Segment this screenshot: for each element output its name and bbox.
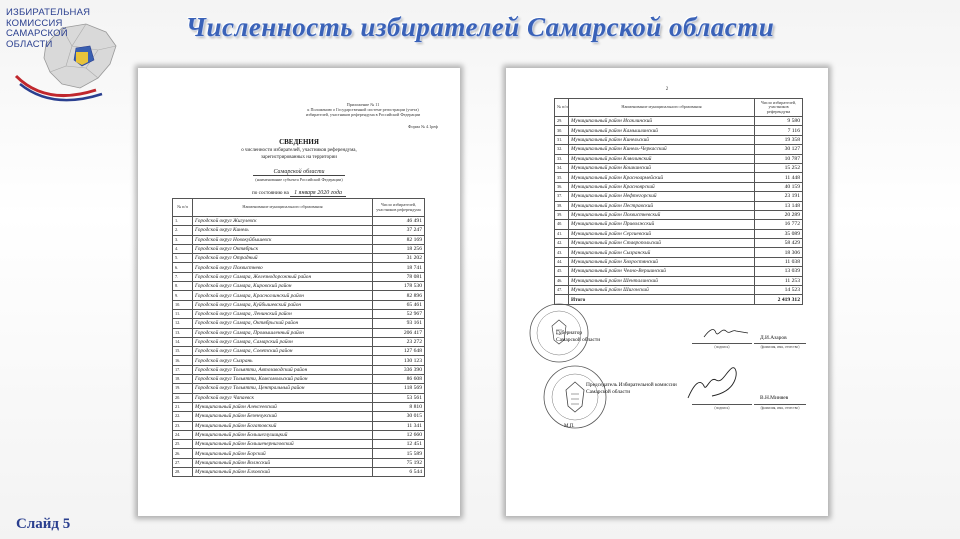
municipality-name-cell: Городской округ Отрадный bbox=[193, 254, 373, 263]
municipality-name-cell: Городской округ Тольятти, Автозаводский район bbox=[193, 365, 373, 374]
row-number-cell: 8. bbox=[173, 282, 193, 291]
as-of-prefix: по состоянию на bbox=[251, 190, 289, 196]
row-number-cell: 41. bbox=[555, 229, 569, 238]
voter-count-cell: 20 289 bbox=[755, 210, 803, 219]
voter-count-cell: 8 810 bbox=[373, 402, 425, 411]
table-row bbox=[555, 267, 803, 276]
voter-count-cell: 336 390 bbox=[373, 365, 425, 374]
municipality-name-cell: Муниципальный район Борский bbox=[193, 449, 373, 458]
municipality-name-cell: Муниципальный район Ставропольский bbox=[569, 239, 755, 248]
municipality-name-cell: Муниципальный район Шигонский bbox=[569, 286, 755, 295]
appendix-line: избирателей, участников референдума в Российской Федерации bbox=[305, 112, 421, 117]
municipality-name-cell: Муниципальный район Волжский bbox=[193, 458, 373, 467]
voter-count-cell: 11 038 bbox=[755, 257, 803, 266]
row-number-cell: 19. bbox=[173, 384, 193, 393]
municipality-name-cell: Городской округ Новокуйбышевск bbox=[193, 235, 373, 244]
table-row bbox=[173, 337, 425, 346]
row-number-cell: 35. bbox=[555, 173, 569, 182]
table-row bbox=[173, 356, 425, 365]
voter-count-cell: 93 161 bbox=[373, 319, 425, 328]
table-row bbox=[173, 217, 425, 226]
row-number-cell: 16. bbox=[173, 356, 193, 365]
total-value: 2 419 312 bbox=[755, 295, 803, 304]
column-header-voters: Число избирателей, участников референдума bbox=[373, 199, 425, 217]
table-row bbox=[555, 173, 803, 182]
signatory-1-org-line: Губернатор bbox=[556, 330, 583, 336]
document-subheading: зарегистрированных на территории bbox=[261, 155, 337, 160]
row-number-cell: 4. bbox=[173, 244, 193, 253]
voters-table-part-2 bbox=[554, 98, 803, 305]
voter-count-cell: 11 253 bbox=[755, 276, 803, 285]
voter-count-cell: 130 123 bbox=[373, 356, 425, 365]
voter-count-cell: 37 247 bbox=[373, 226, 425, 235]
table-row bbox=[173, 365, 425, 374]
municipality-name-cell: Муниципальный район Челно-Вершинский bbox=[569, 267, 755, 276]
table-row bbox=[173, 458, 425, 467]
municipality-name-cell: Городской округ Самара, Самарский район bbox=[193, 337, 373, 346]
logo-line: ОБЛАСТИ bbox=[6, 38, 53, 50]
row-number-cell: 46. bbox=[555, 276, 569, 285]
voter-count-cell: 86 608 bbox=[373, 375, 425, 384]
total-label: Итого bbox=[569, 295, 755, 304]
appendix-note bbox=[288, 102, 438, 117]
document-page-2 bbox=[506, 68, 828, 516]
municipality-name-cell: Городской округ Самара, Железнодорожный район bbox=[193, 272, 373, 281]
voter-count-cell: 16 772 bbox=[755, 220, 803, 229]
table-row bbox=[555, 145, 803, 154]
row-number-cell: 36. bbox=[555, 182, 569, 191]
table-row bbox=[173, 412, 425, 421]
voter-count-cell: 10 787 bbox=[755, 154, 803, 163]
voter-count-cell: 127 648 bbox=[373, 347, 425, 356]
row-number-cell: 22. bbox=[173, 412, 193, 421]
table-row bbox=[173, 282, 425, 291]
table-row bbox=[173, 347, 425, 356]
voter-count-cell: 78 081 bbox=[373, 272, 425, 281]
signatory-2-name-line bbox=[754, 404, 806, 405]
as-of-date bbox=[138, 190, 460, 196]
municipality-name-cell: Муниципальный район Камышлинский bbox=[569, 126, 755, 135]
voter-count-cell: 11 448 bbox=[755, 173, 803, 182]
column-header-voters: Число избирателей, участников референдума bbox=[755, 99, 803, 117]
signatory-1-caption: (фамилия, имя, отчество) bbox=[760, 345, 800, 349]
municipality-name-cell: Городской округ Самара, Куйбышевский район bbox=[193, 300, 373, 309]
municipality-name-cell: Городской округ Октябрьск bbox=[193, 244, 373, 253]
row-number-cell: 24. bbox=[173, 430, 193, 439]
row-number-cell: 13. bbox=[173, 328, 193, 337]
municipality-name-cell: Муниципальный район Богатовский bbox=[193, 421, 373, 430]
row-number-cell: 44. bbox=[555, 257, 569, 266]
table-row bbox=[555, 201, 803, 210]
signatory-1-org bbox=[556, 330, 600, 343]
table-row bbox=[173, 328, 425, 337]
municipality-name-cell: Муниципальный район Алексеевский bbox=[193, 402, 373, 411]
column-header-number: № п/п bbox=[173, 199, 193, 217]
municipality-name-cell: Муниципальный район Большечерниговский bbox=[193, 440, 373, 449]
row-number-cell: 6. bbox=[173, 263, 193, 272]
municipality-name-cell: Муниципальный район Сергиевский bbox=[569, 229, 755, 238]
row-number-cell: 20. bbox=[173, 393, 193, 402]
row-number-cell: 12. bbox=[173, 319, 193, 328]
table-row bbox=[555, 126, 803, 135]
commission-logo bbox=[6, 6, 124, 102]
signatory-2-org-line: Самарской области bbox=[586, 388, 631, 395]
table-row bbox=[555, 220, 803, 229]
table-row bbox=[173, 319, 425, 328]
region-name-text: Самарской области bbox=[253, 169, 344, 176]
row-number-cell: 27. bbox=[173, 458, 193, 467]
signature-2-line bbox=[692, 404, 752, 405]
logo-line: САМАРСКОЙ bbox=[6, 28, 68, 39]
table-row bbox=[173, 430, 425, 439]
municipality-name-cell: Муниципальный район Похвистневский bbox=[569, 210, 755, 219]
table-row bbox=[173, 449, 425, 458]
table-row bbox=[173, 402, 425, 411]
voter-count-cell: 23 272 bbox=[373, 337, 425, 346]
row-number-cell: 30. bbox=[555, 126, 569, 135]
voter-count-cell: 23 191 bbox=[755, 192, 803, 201]
row-number-cell: 33. bbox=[555, 154, 569, 163]
table-row bbox=[555, 248, 803, 257]
form-number: Форма № 4.1реф bbox=[408, 124, 438, 129]
municipality-name-cell: Городской округ Самара, Промышленный район bbox=[193, 328, 373, 337]
signatory-2-name: В.Н.Миняев bbox=[760, 395, 789, 401]
signatory-2-org-line: Председатель Избирательной комиссии bbox=[586, 382, 677, 388]
region-name bbox=[138, 169, 460, 175]
municipality-name-cell: Городской округ Самара, Советский район bbox=[193, 347, 373, 356]
row-number-cell: 47. bbox=[555, 286, 569, 295]
voter-count-cell: 7 116 bbox=[755, 126, 803, 135]
voter-count-cell: 82 169 bbox=[373, 235, 425, 244]
voter-count-cell: 13 039 bbox=[755, 267, 803, 276]
row-number-cell: 38. bbox=[555, 201, 569, 210]
row-number-cell: 5. bbox=[173, 254, 193, 263]
column-header-name: Наименование муниципального образования bbox=[193, 199, 373, 217]
municipality-name-cell: Муниципальный район Кинель-Черкасский bbox=[569, 145, 755, 154]
municipality-name-cell: Городской округ Самара, Ленинский район bbox=[193, 309, 373, 318]
municipality-name-cell: Муниципальный район Сызранский bbox=[569, 248, 755, 257]
table-row bbox=[555, 239, 803, 248]
municipality-name-cell: Городской округ Кинель bbox=[193, 226, 373, 235]
row-number-cell: 7. bbox=[173, 272, 193, 281]
voter-count-cell: 15 589 bbox=[373, 449, 425, 458]
municipality-name-cell: Муниципальный район Красноярский bbox=[569, 182, 755, 191]
row-number-cell: 42. bbox=[555, 239, 569, 248]
municipality-name-cell: Городской округ Чапаевск bbox=[193, 393, 373, 402]
row-number-cell: 31. bbox=[555, 135, 569, 144]
table-row bbox=[173, 244, 425, 253]
voter-count-cell: 35 089 bbox=[755, 229, 803, 238]
municipality-name-cell: Городской округ Сызрань bbox=[193, 356, 373, 365]
signatory-1-name-line bbox=[754, 343, 806, 344]
document-heading: СВЕДЕНИЯ bbox=[279, 138, 319, 146]
municipality-name-cell: Муниципальный район Клявлинский bbox=[569, 154, 755, 163]
signature-1-line bbox=[692, 343, 752, 344]
row-number-cell: 10. bbox=[173, 300, 193, 309]
row-number-cell: 15. bbox=[173, 347, 193, 356]
row-number-cell: 17. bbox=[173, 365, 193, 374]
table-row bbox=[555, 163, 803, 172]
row-number-cell: 18. bbox=[173, 375, 193, 384]
region-note: (наименование субъекта Российской Федерации) bbox=[255, 177, 343, 182]
voters-table-part-1 bbox=[172, 198, 425, 477]
voter-count-cell: 9 580 bbox=[755, 117, 803, 126]
appendix-line: Приложение № 11 bbox=[346, 102, 380, 107]
voter-count-cell: 18 306 bbox=[755, 248, 803, 257]
signatory-2-caption: (фамилия, имя, отчество) bbox=[760, 406, 800, 410]
voter-count-cell: 58 429 bbox=[755, 239, 803, 248]
page-number: 2 bbox=[665, 87, 669, 92]
stamp-label: М.П. bbox=[564, 424, 575, 429]
total-row bbox=[555, 295, 803, 304]
municipality-name-cell: Городской округ Похвистнево bbox=[193, 263, 373, 272]
table-row bbox=[173, 440, 425, 449]
municipality-name-cell: Городской округ Самара, Красноглинский район bbox=[193, 291, 373, 300]
voter-count-cell: 13 148 bbox=[755, 201, 803, 210]
appendix-line: к Положению о Государственной системе регистрации (учета) bbox=[307, 107, 419, 112]
logo-line: КОМИССИЯ bbox=[6, 17, 63, 29]
row-number-cell: 11. bbox=[173, 309, 193, 318]
table-row bbox=[555, 286, 803, 295]
voter-count-cell: 53 561 bbox=[373, 393, 425, 402]
municipality-name-cell: Муниципальный район Елховский bbox=[193, 468, 373, 477]
voter-count-cell: 30 015 bbox=[373, 412, 425, 421]
municipality-name-cell: Муниципальный район Шенталинский bbox=[569, 276, 755, 285]
voter-count-cell: 14 523 bbox=[755, 286, 803, 295]
voter-count-cell: 82 896 bbox=[373, 291, 425, 300]
table-row bbox=[173, 291, 425, 300]
signatory-1-org-line: Самарской области bbox=[556, 336, 601, 343]
voter-count-cell: 19 358 bbox=[755, 135, 803, 144]
row-number-cell: 14. bbox=[173, 337, 193, 346]
table-row bbox=[555, 210, 803, 219]
municipality-name-cell: Городской округ Жигулевск bbox=[193, 217, 373, 226]
voter-count-cell: 12 451 bbox=[373, 440, 425, 449]
municipality-name-cell: Муниципальный район Красноармейский bbox=[569, 173, 755, 182]
voter-count-cell: 52 967 bbox=[373, 309, 425, 318]
row-number-cell: 2. bbox=[173, 226, 193, 235]
document-page-1 bbox=[138, 68, 460, 516]
municipality-name-cell: Муниципальный район Безенчукский bbox=[193, 412, 373, 421]
municipality-name-cell: Муниципальный район Кошкинский bbox=[569, 163, 755, 172]
table-row bbox=[555, 257, 803, 266]
as-of-date-value: 1 января 2020 года bbox=[290, 190, 346, 197]
row-number-cell: 39. bbox=[555, 210, 569, 219]
document-subheading: о численности избирателей, участников референдума, bbox=[241, 148, 357, 153]
table-row bbox=[173, 468, 425, 477]
voter-count-cell: 18 741 bbox=[373, 263, 425, 272]
commission-seal-icon bbox=[542, 364, 608, 430]
municipality-name-cell: Городской округ Самара, Кировский район bbox=[193, 282, 373, 291]
table-row bbox=[173, 421, 425, 430]
voter-count-cell: 206 417 bbox=[373, 328, 425, 337]
row-number-cell: 40. bbox=[555, 220, 569, 229]
municipality-name-cell: Муниципальный район Приволжский bbox=[569, 220, 755, 229]
voter-count-cell: 15 252 bbox=[755, 163, 803, 172]
table-row bbox=[555, 117, 803, 126]
municipality-name-cell: Муниципальный район Пестравский bbox=[569, 201, 755, 210]
table-row bbox=[173, 226, 425, 235]
voter-count-cell: 31 202 bbox=[373, 254, 425, 263]
row-number-cell: 28. bbox=[173, 468, 193, 477]
row-number-cell: 37. bbox=[555, 192, 569, 201]
table-row bbox=[555, 276, 803, 285]
voter-count-cell: 30 127 bbox=[755, 145, 803, 154]
signature-2-icon bbox=[682, 364, 752, 404]
row-number-cell: 43. bbox=[555, 248, 569, 257]
table-row bbox=[555, 192, 803, 201]
municipality-name-cell: Городской округ Тольятти, Комсомольский район bbox=[193, 375, 373, 384]
voter-count-cell: 46 491 bbox=[373, 217, 425, 226]
municipality-name-cell: Муниципальный район Кинельский bbox=[569, 135, 755, 144]
table-row bbox=[173, 309, 425, 318]
row-number-cell: 9. bbox=[173, 291, 193, 300]
column-header-number: № п/п bbox=[555, 99, 569, 117]
row-number-cell: 32. bbox=[555, 145, 569, 154]
municipality-name-cell: Муниципальный район Хворостянский bbox=[569, 257, 755, 266]
voter-count-cell: 6 544 bbox=[373, 468, 425, 477]
table-row bbox=[173, 384, 425, 393]
table-row bbox=[173, 375, 425, 384]
municipality-name-cell: Муниципальный район Большеглушицкий bbox=[193, 430, 373, 439]
row-number-cell: 3. bbox=[173, 235, 193, 244]
slide-title: Численность избирателей Самарской области bbox=[185, 12, 775, 42]
column-header-name: Наименование муниципального образования bbox=[569, 99, 755, 117]
signature-1-caption: (подпись) bbox=[714, 345, 730, 349]
table-row bbox=[173, 300, 425, 309]
municipality-name-cell: Городской округ Тольятти, Центральный район bbox=[193, 384, 373, 393]
table-row bbox=[173, 254, 425, 263]
table-row bbox=[173, 235, 425, 244]
voter-count-cell: 18 256 bbox=[373, 244, 425, 253]
row-number-cell: 26. bbox=[173, 449, 193, 458]
table-row bbox=[555, 229, 803, 238]
row-number-cell: 25. bbox=[173, 440, 193, 449]
table-row bbox=[173, 393, 425, 402]
row-number-cell: 21. bbox=[173, 402, 193, 411]
logo-line: ИЗБИРАТЕЛЬНАЯ bbox=[6, 7, 91, 18]
municipality-name-cell: Муниципальный район Нефтегорский bbox=[569, 192, 755, 201]
signatory-2-org bbox=[586, 382, 677, 395]
municipality-name-cell: Муниципальный район Исаклинский bbox=[569, 117, 755, 126]
row-number-cell: 1. bbox=[173, 217, 193, 226]
voter-count-cell: 178 530 bbox=[373, 282, 425, 291]
row-number-cell: 23. bbox=[173, 421, 193, 430]
slide-number: Слайд 5 bbox=[16, 516, 71, 532]
row-number-cell: 45. bbox=[555, 267, 569, 276]
signature-2-caption: (подпись) bbox=[714, 406, 730, 410]
municipality-name-cell: Городской округ Самара, Октябрьский район bbox=[193, 319, 373, 328]
voter-count-cell: 65 461 bbox=[373, 300, 425, 309]
logo-text bbox=[6, 8, 90, 50]
table-row bbox=[555, 135, 803, 144]
signature-1-icon bbox=[702, 323, 752, 341]
row-number-cell: 34. bbox=[555, 163, 569, 172]
table-row bbox=[555, 154, 803, 163]
signatory-1-name: Д.И.Азаров bbox=[760, 335, 787, 341]
row-number-cell: 29. bbox=[555, 117, 569, 126]
table-row bbox=[173, 263, 425, 272]
voter-count-cell: 75 192 bbox=[373, 458, 425, 467]
voter-count-cell: 12 660 bbox=[373, 430, 425, 439]
voter-count-cell: 40 159 bbox=[755, 182, 803, 191]
table-row bbox=[555, 182, 803, 191]
table-row bbox=[173, 272, 425, 281]
voter-count-cell: 118 569 bbox=[373, 384, 425, 393]
voter-count-cell: 11 341 bbox=[373, 421, 425, 430]
